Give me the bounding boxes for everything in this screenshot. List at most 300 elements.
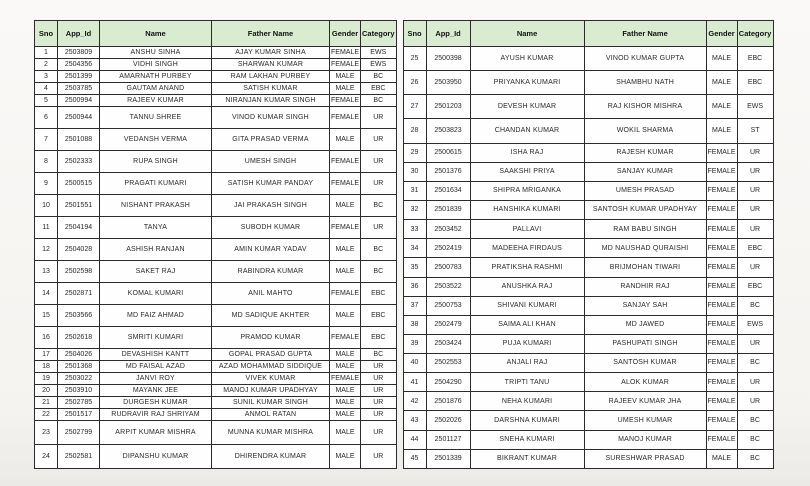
cell-gender: FEMALE <box>706 373 737 392</box>
cell-gender: FEMALE <box>706 354 737 373</box>
cell-father: RAJESH KUMAR <box>584 143 706 162</box>
cell-category: BC <box>737 354 773 373</box>
cell-father: MD SADIQUE AKHTER <box>212 305 330 327</box>
cell-category: UR <box>737 162 773 181</box>
table-row <box>35 283 397 305</box>
applicants-table-left <box>34 20 397 469</box>
cell-appid: 2502871 <box>58 283 100 305</box>
cell-gender: FEMALE <box>706 181 737 200</box>
cell-appid: 2503823 <box>426 119 470 143</box>
header-cell-gender: Gender <box>330 21 361 47</box>
cell-appid: 2503452 <box>426 220 470 239</box>
cell-father: SANTOSH KUMAR UPADHYAY <box>584 201 706 220</box>
cell-name: VEDANSH VERMA <box>100 129 212 151</box>
cell-appid: 2502479 <box>426 315 470 334</box>
table-row <box>35 239 397 261</box>
cell-sno: 2 <box>35 59 58 71</box>
cell-category: UR <box>737 220 773 239</box>
cell-father: RAJ KISHOR MISHRA <box>584 95 706 119</box>
cell-name: BIKRANT KUMAR <box>470 449 584 468</box>
cell-category: BC <box>737 296 773 315</box>
table-row <box>403 119 773 143</box>
cell-sno: 29 <box>403 143 426 162</box>
cell-name: CHANDAN KUMAR <box>470 119 584 143</box>
cell-name: SHIVANI KUMARI <box>470 296 584 315</box>
cell-name: DURGESH KUMAR <box>100 397 212 409</box>
cell-category: UR <box>361 397 397 409</box>
cell-gender: FEMALE <box>330 217 361 239</box>
table-row <box>35 361 397 373</box>
cell-name: PUJA KUMARI <box>470 334 584 353</box>
cell-father: AMIN KUMAR YADAV <box>212 239 330 261</box>
cell-appid: 2503522 <box>426 277 470 296</box>
cell-father: AZAD MOHAMMAD SIDDIQUE <box>212 361 330 373</box>
cell-father: RABINDRA KUMAR <box>212 261 330 283</box>
cell-sno: 8 <box>35 151 58 173</box>
cell-category: UR <box>361 129 397 151</box>
cell-name: TANYA <box>100 217 212 239</box>
cell-sno: 7 <box>35 129 58 151</box>
cell-name: AYUSH KUMAR <box>470 47 584 71</box>
table-row <box>403 392 773 411</box>
cell-appid: 2503785 <box>58 83 100 95</box>
cell-sno: 18 <box>35 361 58 373</box>
cell-father: GITA PRASAD VERMA <box>212 129 330 151</box>
cell-sno: 11 <box>35 217 58 239</box>
cell-name: AMARNATH PURBEY <box>100 71 212 83</box>
cell-sno: 4 <box>35 83 58 95</box>
cell-name: KOMAL KUMARI <box>100 283 212 305</box>
cell-category: BC <box>361 261 397 283</box>
cell-name: RAJEEV KUMAR <box>100 95 212 107</box>
cell-sno: 9 <box>35 173 58 195</box>
cell-sno: 13 <box>35 261 58 283</box>
cell-appid: 2502785 <box>58 397 100 409</box>
cell-name: MD FAIZ AHMAD <box>100 305 212 327</box>
cell-appid: 2501127 <box>426 430 470 449</box>
cell-father: SHAMBHU NATH <box>584 71 706 95</box>
cell-sno: 41 <box>403 373 426 392</box>
cell-sno: 28 <box>403 119 426 143</box>
cell-gender: MALE <box>330 261 361 283</box>
cell-sno: 22 <box>35 409 58 421</box>
cell-gender: MALE <box>706 71 737 95</box>
table-row <box>35 349 397 361</box>
cell-appid: 2502618 <box>58 327 100 349</box>
table-row <box>403 162 773 181</box>
table-row <box>35 59 397 71</box>
cell-appid: 2501368 <box>58 361 100 373</box>
cell-appid: 2502581 <box>58 445 100 469</box>
cell-sno: 34 <box>403 239 426 258</box>
cell-category: BC <box>361 349 397 361</box>
cell-category: EBC <box>737 277 773 296</box>
cell-father: GOPAL PRASAD GUPTA <box>212 349 330 361</box>
cell-father: SHARWAN KUMAR <box>212 59 330 71</box>
table-header-left <box>35 21 397 47</box>
table-row <box>35 217 397 239</box>
cell-name: DEVASHISH KANTT <box>100 349 212 361</box>
cell-father: NIRANJAN KUMAR SINGH <box>212 95 330 107</box>
cell-category: UR <box>361 385 397 397</box>
cell-gender: FEMALE <box>330 95 361 107</box>
header-row <box>35 21 397 47</box>
cell-appid: 2503809 <box>58 47 100 59</box>
cell-father: AJAY KUMAR SINHA <box>212 47 330 59</box>
cell-name: PRIYANKA KUMARI <box>470 71 584 95</box>
table-row <box>403 220 773 239</box>
table-row <box>35 397 397 409</box>
cell-name: NEHA KUMARI <box>470 392 584 411</box>
cell-category: UR <box>737 373 773 392</box>
cell-category: BC <box>361 195 397 217</box>
cell-gender: MALE <box>706 119 737 143</box>
cell-name: PRATIKSHA RASHMI <box>470 258 584 277</box>
cell-sno: 33 <box>403 220 426 239</box>
cell-appid: 2503950 <box>426 71 470 95</box>
header-cell-sno: Sno <box>35 21 58 47</box>
cell-father: WOKIL SHARMA <box>584 119 706 143</box>
cell-appid: 2501517 <box>58 409 100 421</box>
cell-father: PASHUPATI SINGH <box>584 334 706 353</box>
table-row <box>35 327 397 349</box>
cell-sno: 10 <box>35 195 58 217</box>
table-row <box>403 334 773 353</box>
cell-gender: FEMALE <box>706 239 737 258</box>
cell-gender: MALE <box>330 445 361 469</box>
cell-appid: 2500753 <box>426 296 470 315</box>
table-body-left <box>35 47 397 469</box>
cell-category: UR <box>737 143 773 162</box>
table-row <box>35 373 397 385</box>
cell-gender: FEMALE <box>706 334 737 353</box>
cell-sno: 16 <box>35 327 58 349</box>
cell-gender: MALE <box>330 239 361 261</box>
cell-father: VINOD KUMAR GUPTA <box>584 47 706 71</box>
cell-appid: 2501876 <box>426 392 470 411</box>
cell-category: UR <box>737 334 773 353</box>
cell-appid: 2500515 <box>58 173 100 195</box>
cell-gender: FEMALE <box>330 283 361 305</box>
header-cell-appid: App_Id <box>426 21 470 47</box>
cell-category: BC <box>361 95 397 107</box>
table-row <box>35 261 397 283</box>
cell-appid: 2504290 <box>426 373 470 392</box>
cell-category: EBC <box>737 71 773 95</box>
table-row <box>403 181 773 200</box>
cell-name: PRAGATI KUMARI <box>100 173 212 195</box>
applicants-table-right <box>403 20 774 469</box>
cell-father: MANOJ KUMAR UPADHYAY <box>212 385 330 397</box>
cell-category: EWS <box>361 59 397 71</box>
cell-category: UR <box>361 421 397 445</box>
cell-sno: 25 <box>403 47 426 71</box>
cell-sno: 14 <box>35 283 58 305</box>
cell-appid: 2501551 <box>58 195 100 217</box>
cell-category: EWS <box>737 95 773 119</box>
cell-sno: 5 <box>35 95 58 107</box>
cell-name: ANSHU SINHA <box>100 47 212 59</box>
table-row <box>403 71 773 95</box>
cell-gender: FEMALE <box>330 151 361 173</box>
header-cell-father: Father Name <box>212 21 330 47</box>
cell-sno: 42 <box>403 392 426 411</box>
cell-category: UR <box>361 373 397 385</box>
cell-sno: 32 <box>403 201 426 220</box>
cell-sno: 27 <box>403 95 426 119</box>
cell-sno: 43 <box>403 411 426 430</box>
cell-appid: 2502026 <box>426 411 470 430</box>
table-row <box>403 430 773 449</box>
cell-father: SANJAY KUMAR <box>584 162 706 181</box>
table-row <box>403 258 773 277</box>
cell-gender: FEMALE <box>706 220 737 239</box>
cell-father: VINOD KUMAR SINGH <box>212 107 330 129</box>
cell-sno: 15 <box>35 305 58 327</box>
cell-category: EBC <box>361 83 397 95</box>
cell-gender: FEMALE <box>706 430 737 449</box>
cell-category: UR <box>737 392 773 411</box>
cell-appid: 2501634 <box>426 181 470 200</box>
cell-gender: FEMALE <box>330 373 361 385</box>
cell-name: ANUSHKA RAJ <box>470 277 584 296</box>
cell-name: JANVI ROY <box>100 373 212 385</box>
table-row <box>35 71 397 83</box>
cell-name: SMRITI KUMARI <box>100 327 212 349</box>
cell-category: BC <box>737 411 773 430</box>
table-body-right <box>403 47 773 469</box>
cell-category: EWS <box>361 47 397 59</box>
cell-father: ALOK KUMAR <box>584 373 706 392</box>
table-row <box>35 409 397 421</box>
cell-father: SUBODH KUMAR <box>212 217 330 239</box>
cell-sno: 45 <box>403 449 426 468</box>
cell-name: ARPIT KUMAR MISHRA <box>100 421 212 445</box>
table-row <box>35 421 397 445</box>
cell-gender: FEMALE <box>330 173 361 195</box>
cell-category: BC <box>361 239 397 261</box>
cell-category: EBC <box>361 327 397 349</box>
cell-name: GAUTAM ANAND <box>100 83 212 95</box>
cell-name: MADEEHA FIRDAUS <box>470 239 584 258</box>
table-row <box>403 354 773 373</box>
cell-father: JAI PRAKASH SINGH <box>212 195 330 217</box>
cell-gender: MALE <box>330 421 361 445</box>
cell-father: RAJEEV KUMAR JHA <box>584 392 706 411</box>
cell-appid: 2504356 <box>58 59 100 71</box>
cell-sno: 38 <box>403 315 426 334</box>
cell-name: MD FAISAL AZAD <box>100 361 212 373</box>
cell-appid: 2500783 <box>426 258 470 277</box>
table-row <box>403 47 773 71</box>
cell-category: UR <box>361 151 397 173</box>
cell-category: BC <box>737 430 773 449</box>
cell-sno: 3 <box>35 71 58 83</box>
cell-father: MANOJ KUMAR <box>584 430 706 449</box>
cell-gender: FEMALE <box>330 107 361 129</box>
cell-appid: 2501839 <box>426 201 470 220</box>
cell-category: UR <box>737 201 773 220</box>
cell-father: UMESH PRASAD <box>584 181 706 200</box>
table-header-right <box>403 21 773 47</box>
cell-sno: 31 <box>403 181 426 200</box>
cell-father: MD JAWED <box>584 315 706 334</box>
cell-appid: 2500398 <box>426 47 470 71</box>
table-row <box>403 239 773 258</box>
table-row <box>35 305 397 327</box>
header-cell-gender: Gender <box>706 21 737 47</box>
cell-father: MUNNA KUMAR MISHRA <box>212 421 330 445</box>
cell-category: UR <box>361 409 397 421</box>
cell-name: TANNU SHREE <box>100 107 212 129</box>
cell-appid: 2502598 <box>58 261 100 283</box>
table-row <box>35 195 397 217</box>
cell-father: SANJAY SAH <box>584 296 706 315</box>
cell-appid: 2500944 <box>58 107 100 129</box>
cell-category: UR <box>361 217 397 239</box>
cell-category: ST <box>737 119 773 143</box>
cell-category: EBC <box>737 47 773 71</box>
cell-father: PRAMOD KUMAR <box>212 327 330 349</box>
table-row <box>35 107 397 129</box>
table-row <box>35 173 397 195</box>
header-cell-name: Name <box>470 21 584 47</box>
cell-category: EBC <box>361 305 397 327</box>
table-row <box>403 277 773 296</box>
table-row <box>35 129 397 151</box>
cell-father: RAM BABU SINGH <box>584 220 706 239</box>
header-cell-father: Father Name <box>584 21 706 47</box>
cell-gender: FEMALE <box>706 296 737 315</box>
cell-sno: 36 <box>403 277 426 296</box>
table-row <box>403 201 773 220</box>
cell-category: UR <box>737 181 773 200</box>
cell-gender: MALE <box>706 95 737 119</box>
cell-gender: MALE <box>330 195 361 217</box>
cell-appid: 2504028 <box>58 239 100 261</box>
cell-gender: FEMALE <box>706 258 737 277</box>
cell-appid: 2502799 <box>58 421 100 445</box>
cell-gender: FEMALE <box>330 59 361 71</box>
cell-sno: 37 <box>403 296 426 315</box>
cell-sno: 21 <box>35 397 58 409</box>
cell-appid: 2502333 <box>58 151 100 173</box>
cell-father: ANIL MAHTO <box>212 283 330 305</box>
cell-sno: 26 <box>403 71 426 95</box>
cell-gender: FEMALE <box>706 411 737 430</box>
cell-gender: FEMALE <box>330 327 361 349</box>
cell-sno: 30 <box>403 162 426 181</box>
cell-name: DEVESH KUMAR <box>470 95 584 119</box>
cell-father: RANDHIR RAJ <box>584 277 706 296</box>
table-row <box>403 143 773 162</box>
header-cell-name: Name <box>100 21 212 47</box>
table-row <box>403 449 773 468</box>
table-row <box>403 373 773 392</box>
cell-gender: MALE <box>706 449 737 468</box>
cell-father: SATISH KUMAR <box>212 83 330 95</box>
cell-name: SAAKSHI PRIYA <box>470 162 584 181</box>
cell-name: PALLAVI <box>470 220 584 239</box>
table-row <box>35 83 397 95</box>
cell-name: MAYANK JEE <box>100 385 212 397</box>
table-row <box>35 385 397 397</box>
cell-name: TRIPTI TANU <box>470 373 584 392</box>
cell-father: DHIRENDRA KUMAR <box>212 445 330 469</box>
cell-category: UR <box>361 173 397 195</box>
cell-appid: 2504026 <box>58 349 100 361</box>
cell-appid: 2501376 <box>426 162 470 181</box>
cell-gender: FEMALE <box>330 47 361 59</box>
cell-appid: 2503424 <box>426 334 470 353</box>
cell-father: SATISH KUMAR PANDAY <box>212 173 330 195</box>
cell-gender: FEMALE <box>706 143 737 162</box>
cell-gender: MALE <box>330 361 361 373</box>
cell-category: EBC <box>361 283 397 305</box>
cell-sno: 39 <box>403 334 426 353</box>
table-row <box>403 411 773 430</box>
header-cell-category: Category <box>737 21 773 47</box>
cell-category: UR <box>361 107 397 129</box>
cell-category: EWS <box>737 315 773 334</box>
cell-category: UR <box>361 361 397 373</box>
table-row <box>35 151 397 173</box>
header-cell-category: Category <box>361 21 397 47</box>
cell-name: SNEHA KUMARI <box>470 430 584 449</box>
cell-category: UR <box>361 445 397 469</box>
cell-father: SUNIL KUMAR SINGH <box>212 397 330 409</box>
table-row <box>403 315 773 334</box>
cell-gender: MALE <box>706 47 737 71</box>
cell-sno: 1 <box>35 47 58 59</box>
cell-name: VIDHI SINGH <box>100 59 212 71</box>
cell-gender: MALE <box>330 83 361 95</box>
cell-appid: 2501088 <box>58 129 100 151</box>
cell-appid: 2504194 <box>58 217 100 239</box>
cell-father: UMESH SINGH <box>212 151 330 173</box>
cell-appid: 2501399 <box>58 71 100 83</box>
cell-category: EBC <box>737 239 773 258</box>
cell-appid: 2502553 <box>426 354 470 373</box>
cell-father: RAM LAKHAN PURBEY <box>212 71 330 83</box>
cell-name: ASHISH RANJAN <box>100 239 212 261</box>
cell-appid: 2500615 <box>426 143 470 162</box>
cell-gender: FEMALE <box>706 315 737 334</box>
cell-appid: 2503022 <box>58 373 100 385</box>
cell-gender: FEMALE <box>706 201 737 220</box>
cell-category: BC <box>361 71 397 83</box>
cell-gender: MALE <box>330 385 361 397</box>
cell-sno: 40 <box>403 354 426 373</box>
cell-gender: FEMALE <box>706 392 737 411</box>
cell-name: ANJALI RAJ <box>470 354 584 373</box>
cell-name: SAKET RAJ <box>100 261 212 283</box>
cell-name: NISHANT PRAKASH <box>100 195 212 217</box>
cell-father: ANMOL RATAN <box>212 409 330 421</box>
cell-name: DIPANSHU KUMAR <box>100 445 212 469</box>
cell-sno: 20 <box>35 385 58 397</box>
cell-gender: MALE <box>330 129 361 151</box>
cell-appid: 2502419 <box>426 239 470 258</box>
cell-name: SHIPRA MRIGANKA <box>470 181 584 200</box>
cell-appid: 2500994 <box>58 95 100 107</box>
cell-name: RUDRAVIR RAJ SHRIYAM <box>100 409 212 421</box>
cell-sno: 6 <box>35 107 58 129</box>
cell-father: MD NAUSHAD QURAISHI <box>584 239 706 258</box>
cell-sno: 19 <box>35 373 58 385</box>
cell-gender: FEMALE <box>706 162 737 181</box>
cell-category: UR <box>737 258 773 277</box>
